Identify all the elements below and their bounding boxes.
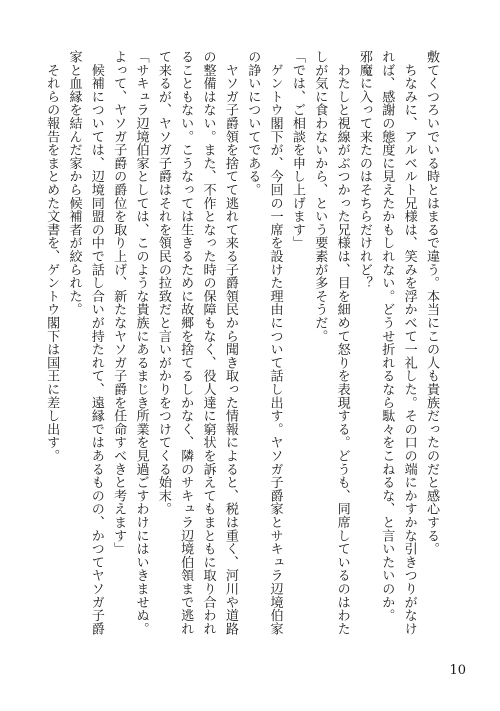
body-text <box>44 50 442 640</box>
text-line: の諍いについてである。 <box>245 50 261 197</box>
text-line: ゲントウ閣下が、今回の一席を設けた理由について話し出す。ヤソガ子爵家とサキュラ辺境伯家 <box>267 50 283 636</box>
text-line: ヤソガ子爵領を捨てて逃れて来る子爵領民から聞き取った情報によると、税は重く、河川や道路 <box>222 50 238 636</box>
text-line: て来るが、ヤソガ子爵はそれを領民の拉致だと言いがかりをつけてくる始末。 <box>155 50 171 516</box>
text-line: 邪魔に入って来たのはそちらだけれど？ <box>356 50 372 290</box>
text-line: わたしと視線がぶつかった兄様は、目を細めて怒りを表現する。どうも、同席しているのはわた <box>334 50 350 636</box>
text-line: ることもない。こうなっては生きるために故郷を捨てるしかなく、隣のサキュラ辺境伯領まで逃れ <box>178 50 194 636</box>
text-line: 家と血縁を結んだ家から候補者が絞られた。 <box>66 50 82 316</box>
text-line: ちなみに、アルベルト兄様は、笑みを浮かべて一礼した。その口の端にかすかな引きつりがなけ <box>401 50 417 636</box>
text-line: 「では、ご相談を申し上げます」 <box>289 50 305 250</box>
text-line: れば、感謝の態度に見えたかもしれない。どうせ折れるなら駄々をこねるな、と言いたいのか。 <box>379 50 395 622</box>
page-number: 10 <box>449 663 466 678</box>
text-line: 候補については、辺境同盟の中で話し合いが持たれて、遠縁ではあるものの、かつてヤソガ子爵 <box>88 50 104 636</box>
text-line: それらの報告をまとめた文書を、ゲントウ閣下は国王に差し出す。 <box>44 50 60 463</box>
text-line: しが気に食わないから、という要素が多そうだ。 <box>312 50 328 343</box>
text-line: よって、ヤソガ子爵の爵位を取り上げ、新たなヤソガ子爵を任命すべきと考えます」 <box>111 50 127 556</box>
text-line: 「サキュラ辺境伯家としては、このような貴族にあるまじき所業を見過ごすわけにはいきませぬ。 <box>133 50 149 636</box>
text-line: 敷てくつろいでいる時とはまるで違う。本当にこの人も貴族だったのだと感心する。 <box>424 50 439 556</box>
text-line: の整備はない。また、不作となった時の保障もなく、役人達に窮状を訴えてもまともに取り合われ <box>200 50 216 636</box>
